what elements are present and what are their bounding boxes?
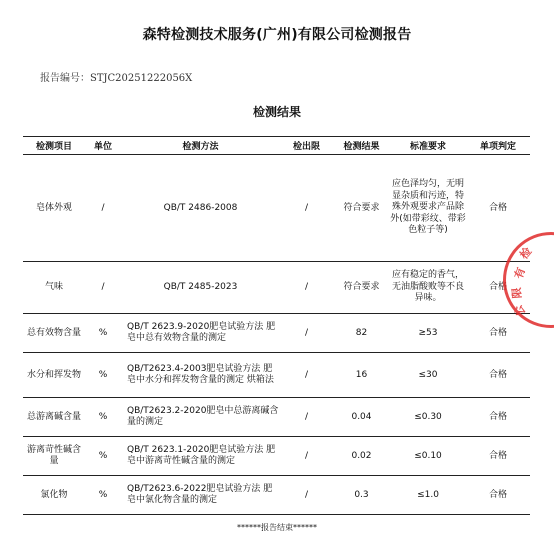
- cell-method: QB/T 2623.9-2020肥皂试验方法 肥皂中总有效物含量的测定: [121, 314, 280, 353]
- cell-unit: %: [85, 398, 121, 437]
- cell-unit: /: [85, 155, 121, 262]
- col-header-limit: 检出限: [280, 137, 333, 155]
- report-number: 报告编号：STJC20251222056X: [40, 73, 193, 84]
- cell-method: QB/T 2485-2023: [121, 262, 280, 314]
- cell-result: 82: [333, 314, 390, 353]
- cell-result: 0.3: [333, 476, 390, 515]
- cell-unit: %: [85, 437, 121, 476]
- cell-limit: /: [280, 353, 333, 398]
- cell-limit: /: [280, 476, 333, 515]
- cell-requirement: ≤30: [390, 353, 466, 398]
- report-title: 森特检测技术服务(广州)有限公司检测报告: [142, 27, 412, 43]
- cell-unit: /: [85, 262, 121, 314]
- cell-limit: /: [280, 437, 333, 476]
- cell-unit: %: [85, 476, 121, 515]
- cell-unit: %: [85, 314, 121, 353]
- cell-unit: %: [85, 353, 121, 398]
- cell-result: 符合要求: [333, 262, 390, 314]
- cell-limit: /: [280, 314, 333, 353]
- cell-item: 总有效物含量: [23, 314, 85, 353]
- cell-method: QB/T 2623.1-2020肥皂试验方法 肥皂中游离苛性碱含量的测定: [121, 437, 280, 476]
- cell-verdict: 合格: [466, 437, 530, 476]
- col-header-requirement: 标准要求: [390, 137, 466, 155]
- table-row: [23, 353, 530, 398]
- cell-result: 0.04: [333, 398, 390, 437]
- cell-item: 皂体外观: [23, 155, 85, 262]
- cell-verdict: 合格: [466, 353, 530, 398]
- table-row: [23, 476, 530, 515]
- table-row: [23, 437, 530, 476]
- cell-item: 氯化物: [23, 476, 85, 515]
- col-header-verdict: 单项判定: [466, 137, 530, 155]
- table-row: [23, 314, 530, 353]
- company-seal: 检 有 限 公: [503, 232, 554, 328]
- cell-method: QB/T2623.2-2020肥皂中总游离碱含量的测定: [121, 398, 280, 437]
- cell-verdict: 合格: [466, 314, 530, 353]
- col-header-item: 检测项目: [23, 137, 85, 155]
- cell-requirement: ≤1.0: [390, 476, 466, 515]
- col-header-unit: 单位: [85, 137, 121, 155]
- cell-verdict: 合格: [466, 155, 530, 262]
- cell-item: 水分和挥发物: [23, 353, 85, 398]
- cell-verdict: 合格: [466, 398, 530, 437]
- cell-verdict: 合格: [466, 476, 530, 515]
- cell-item: 总游离碱含量: [23, 398, 85, 437]
- cell-requirement: 应色泽均匀，无明显杂质和污迹，特殊外观要求产品除外(如带彩纹、带彩色粒子等): [390, 155, 466, 262]
- cell-item: 气味: [23, 262, 85, 314]
- results-table: [23, 136, 530, 515]
- table-header-row: [23, 137, 530, 155]
- cell-requirement: ≤0.10: [390, 437, 466, 476]
- cell-limit: /: [280, 398, 333, 437]
- table-row: [23, 155, 530, 262]
- cell-result: 符合要求: [333, 155, 390, 262]
- col-header-result: 检测结果: [333, 137, 390, 155]
- cell-result: 16: [333, 353, 390, 398]
- cell-method: QB/T2623.4-2003肥皂试验方法 肥皂中水分和挥发物含量的测定 烘箱法: [121, 353, 280, 398]
- col-header-method: 检测方法: [121, 137, 280, 155]
- table-row: [23, 262, 530, 314]
- cell-method: QB/T 2486-2008: [121, 155, 280, 262]
- cell-item: 游离苛性碱含量: [23, 437, 85, 476]
- cell-result: 0.02: [333, 437, 390, 476]
- cell-limit: /: [280, 262, 333, 314]
- table-row: [23, 398, 530, 437]
- report-end-marker: ******报告结束******: [237, 523, 317, 532]
- cell-verdict: 合格: [466, 262, 530, 314]
- cell-requirement: ≥53: [390, 314, 466, 353]
- cell-requirement: 应有稳定的香气，无油脂酸败等不良异味。: [390, 262, 466, 314]
- section-title: 检测结果: [252, 105, 301, 119]
- cell-requirement: ≤0.30: [390, 398, 466, 437]
- cell-method: QB/T2623.6-2022肥皂试验方法 肥皂中氯化物含量的测定: [121, 476, 280, 515]
- cell-limit: /: [280, 155, 333, 262]
